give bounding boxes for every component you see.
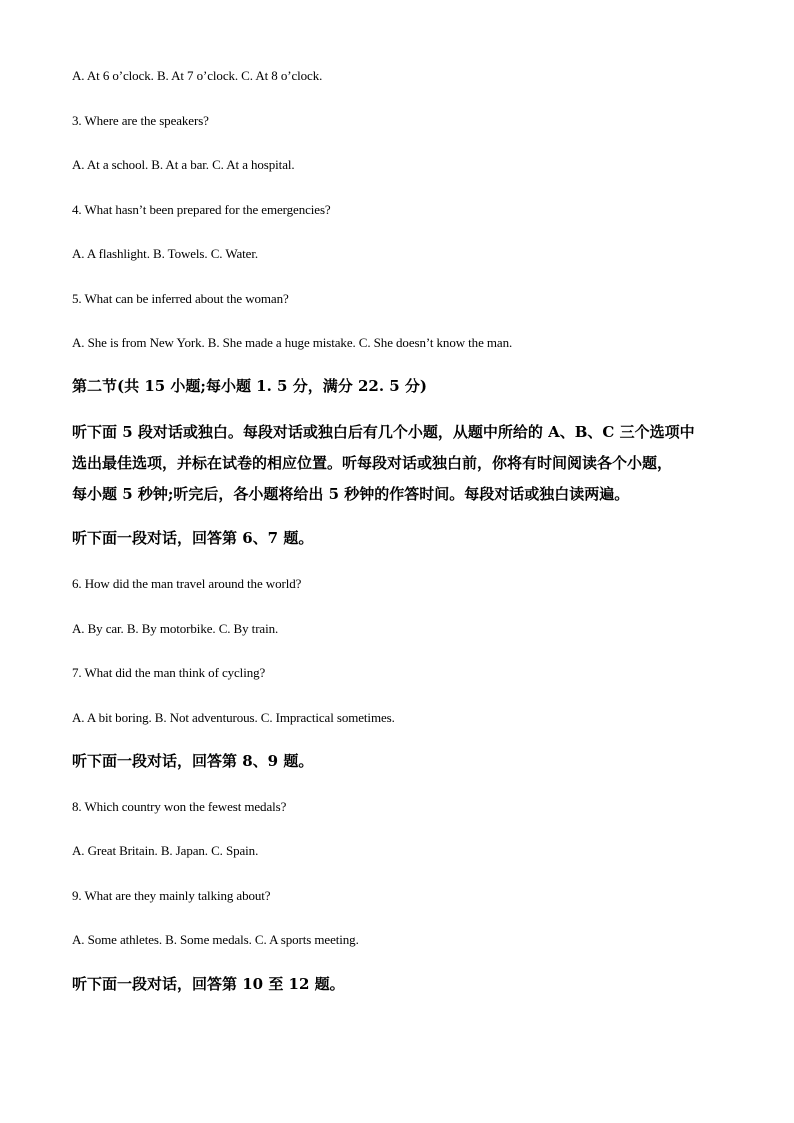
q8-options: A. Great Britain. B. Japan. C. Spain. — [72, 843, 259, 858]
instructions-line-2: 选出最佳选项，并标在试卷的相应位置。听每段对话或独白前，你将有时间阅读各个小题， — [72, 454, 673, 472]
section-heading: 第二节(共 15 小题;每小题 1. 5 分，满分 22. 5 分) — [72, 377, 428, 395]
q9-question: 9. What are they mainly talking about? — [72, 888, 271, 903]
q7-question: 7. What did the man think of cycling? — [72, 665, 266, 680]
q5-options: A. She is from New York. B. She made a huge mistake. C. She doesn’t know the man. — [72, 335, 513, 350]
q6-options: A. By car. B. By motorbike. C. By train. — [72, 621, 279, 636]
q2-options: A. At 6 o’clock. B. At 7 o’clock. C. At 8 o’clock. — [72, 68, 323, 83]
instructions-line-1: 听下面 5 段对话或独白。每段对话或独白后有几个小题，从题中所给的 A、B、C 三个选项中 — [72, 423, 695, 441]
dialogue-heading-10-12: 听下面一段对话，回答第 10 至 12 题。 — [72, 975, 345, 993]
q5-question: 5. What can be inferred about the woman? — [72, 291, 289, 306]
q3-options: A. At a school. B. At a bar. C. At a hospital. — [72, 157, 295, 172]
q8-question: 8. Which country won the fewest medals? — [72, 799, 287, 814]
dialogue-heading-6-7: 听下面一段对话，回答第 6、7 题。 — [72, 529, 314, 547]
instructions-line-3: 每小题 5 秒钟;听完后，各小题将给出 5 秒钟的作答时间。每段对话或独白读两遍。 — [72, 485, 630, 503]
q7-options: A. A bit boring. B. Not adventurous. C. Impractical sometimes. — [72, 710, 395, 725]
dialogue-heading-8-9: 听下面一段对话，回答第 8、9 题。 — [72, 752, 314, 770]
q6-question: 6. How did the man travel around the world? — [72, 576, 302, 591]
q3-question: 3. Where are the speakers? — [72, 113, 209, 128]
q4-options: A. A flashlight. B. Towels. C. Water. — [72, 246, 258, 261]
q9-options: A. Some athletes. B. Some medals. C. A sports meeting. — [72, 932, 359, 947]
q4-question: 4. What hasn’t been prepared for the emergencies? — [72, 202, 331, 217]
